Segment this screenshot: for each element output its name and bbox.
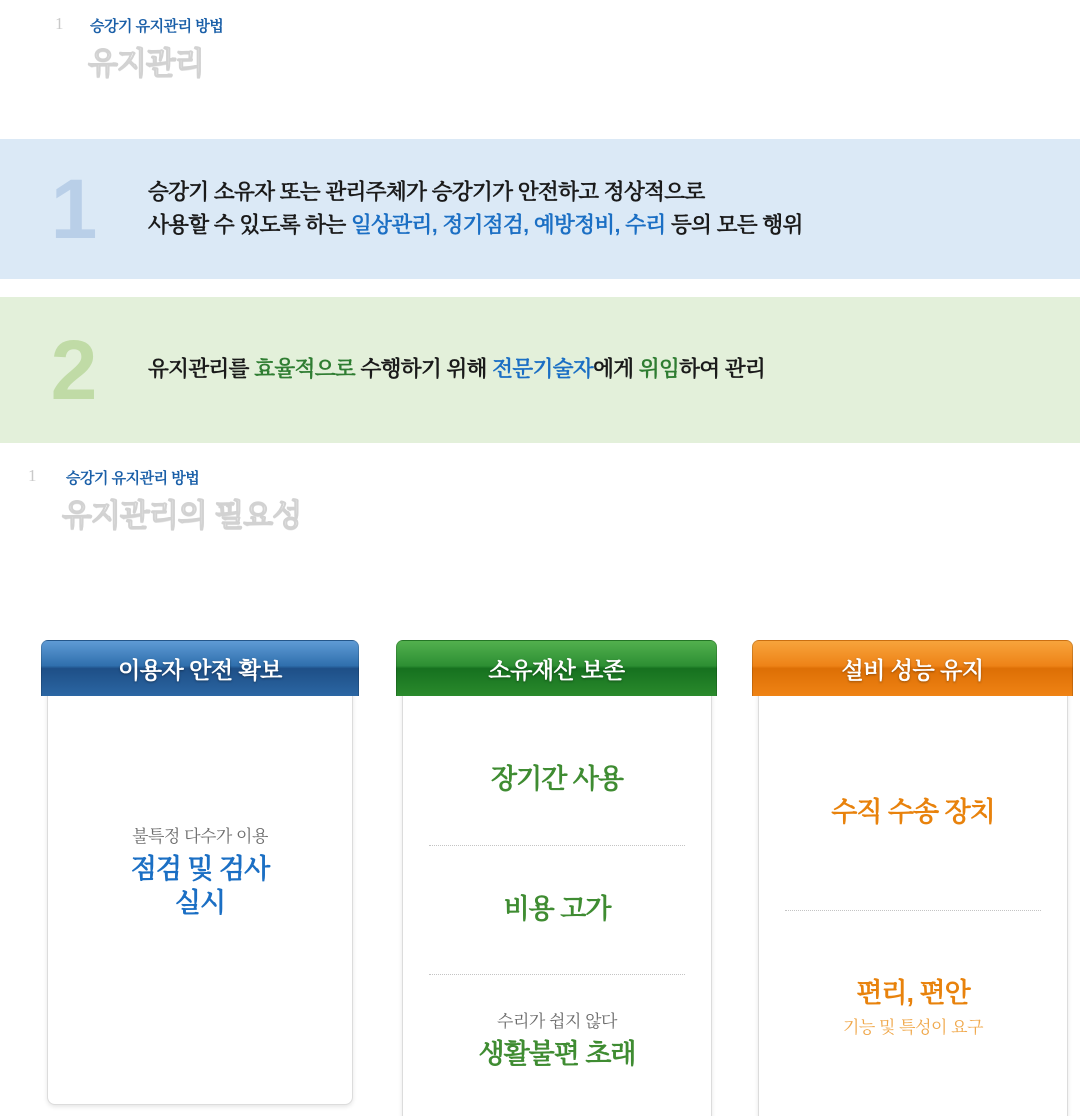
card-user-safety: [41, 640, 359, 1108]
banner-text: [148, 176, 803, 243]
card-cell: [777, 716, 1049, 910]
section-eyebrow: 승강기 유지관리 방법: [90, 18, 224, 35]
card-subtext: 수리가 쉽지 않다: [497, 1012, 617, 1032]
card-header: 이용자 안전 확보: [41, 640, 359, 696]
banner-highlight: 일상관리, 정기점검, 예방정비, 수리: [351, 213, 666, 237]
section-title: 유지관리의 필요성: [62, 498, 302, 533]
banner-highlight-efficient: 효율적으로: [254, 357, 356, 382]
banner-line-1: 승강기 소유자 또는 관리주체가 승강기가 안전하고 정상적으로: [148, 179, 705, 204]
card-maintext: 장기간 사용: [491, 764, 623, 795]
section-number: 1: [28, 466, 37, 485]
card-equipment-performance: [752, 640, 1070, 1108]
card-maintext: 비용 고가: [503, 894, 611, 925]
card-cell: [421, 716, 693, 845]
card-cell: [66, 716, 334, 1086]
banner-number: 1: [50, 162, 98, 256]
card-body: [47, 685, 353, 1105]
card-subtext: 기능 및 특성이 요구: [842, 1017, 984, 1037]
section-eyebrow: 승강기 유지관리 방법: [66, 470, 200, 487]
card-cell: [421, 975, 693, 1104]
section-number: 1: [55, 14, 64, 33]
card-header: 설비 성능 유지: [752, 640, 1073, 696]
card-row: [0, 640, 1080, 1110]
banner-definition: [0, 139, 1080, 279]
card-body: [758, 685, 1068, 1116]
section-title: 유지관리: [88, 46, 204, 81]
banner-line-2: 사용할 수 있도록 하는 일상관리, 정기점검, 예방정비, 수리 등의 모든 행위: [148, 213, 803, 237]
section-header-maintenance: [0, 6, 1080, 102]
banner-highlight-delegate: 위임: [638, 357, 680, 382]
card-maintext: 수직 수송 장치: [831, 796, 995, 827]
card-body: [402, 685, 712, 1116]
card-subtext: 불특정 다수가 이용: [132, 826, 268, 846]
banner-highlight-expert: 전문기술자: [492, 357, 594, 382]
section-header-necessity: [0, 458, 1080, 554]
banner-delegation: [0, 297, 1080, 443]
card-maintext: 생활불편 초래: [478, 1039, 636, 1070]
card-property-preservation: [396, 640, 714, 1108]
card-maintext: 편리, 편안: [856, 977, 970, 1008]
card-maintext-line2: 실시: [174, 887, 226, 918]
banner-number: 2: [50, 323, 98, 417]
card-cell: [421, 846, 693, 975]
card-header: 소유재산 보존: [396, 640, 717, 696]
banner-text: 유지관리를 효율적으로 수행하기 위해 전문기술자에게 위임하여 관리: [148, 357, 766, 382]
card-maintext-line1: 점검 및 검사: [130, 853, 270, 884]
card-cell: [777, 911, 1049, 1105]
